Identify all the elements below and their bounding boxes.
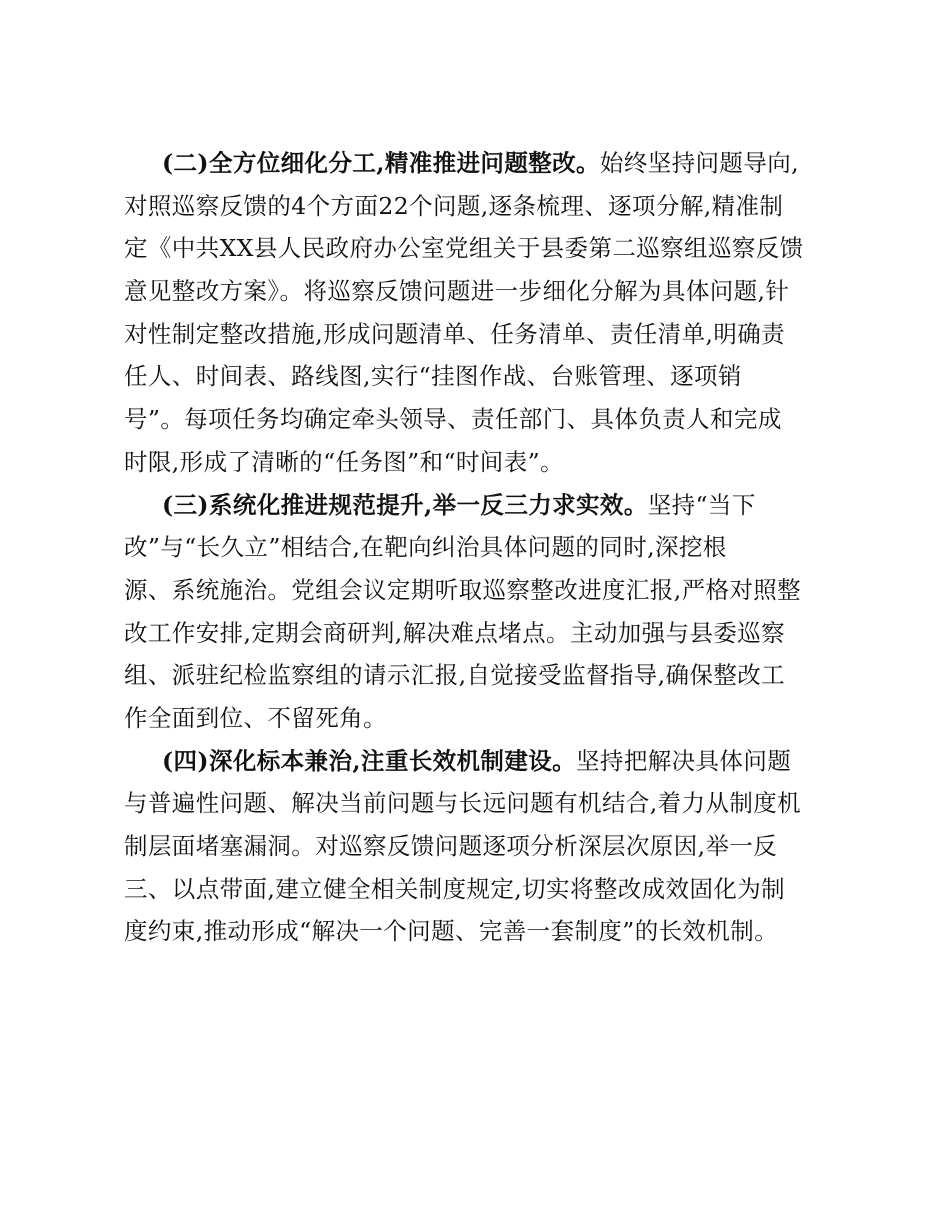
paragraph-line: 制层面堵塞漏洞。对巡察反馈问题逐项分析深层次原因,举一反 — [124, 832, 778, 860]
document-body — [124, 142, 834, 953]
paragraph-line: 时限,形成了清晰的“任务图”和“时间表”。 — [124, 447, 564, 476]
paragraph-line — [124, 740, 834, 783]
paragraph-line: 任人、时间表、路线图,实行“挂图作战、台账管理、逐项销 — [124, 362, 742, 391]
paragraph-line: 改工作安排,定期会商研判,解决难点堵点。主动加强与县委巡察 — [124, 618, 786, 647]
paragraph-line: 对性制定整改措施,形成问题清单、任务清单、责任清单,明确责 — [124, 319, 786, 348]
section-heading: (四)深化标本兼治,注重长效机制建设。 — [162, 746, 577, 775]
section-heading: (二)全方位细化分工,精准推进问题整改。 — [162, 149, 600, 177]
paragraph-line: 源、系统施治。党组会议定期听取巡察整改进度汇报,严格对照整 — [124, 575, 802, 604]
section-heading: (三)系统化推进规范提升,举一反三力求实效。 — [162, 490, 648, 519]
paragraph-line: 对照巡察反馈的4个方面22个问题,逐条梳理、逐项分解,精准制 — [124, 191, 784, 220]
paragraph-line: 定《中共XX县人民政府办公室党组关于县委第二巡察组巡察反馈 — [124, 234, 804, 263]
paragraph-line — [124, 484, 834, 527]
paragraph-line: 三、以点带面,建立健全相关制度规定,切实将整改成效固化为制 — [124, 874, 786, 903]
paragraph-line: 作全面到位、不留死角。 — [124, 703, 387, 732]
paragraph-section-2 — [124, 142, 834, 484]
paragraph-text: 坚持把解决具体问题 — [576, 746, 792, 775]
paragraph-line: 与普遍性问题、解决当前问题与长远问题有机结合,着力从制度机 — [124, 789, 802, 818]
paragraph-text: 始终坚持问题导向, — [599, 149, 799, 177]
paragraph-line: 意见整改方案》。将巡察反馈问题进一步细化分解为具体问题,针 — [124, 277, 790, 306]
paragraph-text: 坚持“当下 — [647, 490, 756, 519]
paragraph-section-4 — [124, 740, 834, 953]
paragraph-section-3 — [124, 484, 834, 740]
paragraph-line — [124, 142, 834, 185]
paragraph-line: 号”。每项任务均确定牵头领导、责任部门、具体负责人和完成 — [124, 405, 782, 434]
paragraph-line: 组、派驻纪检监察组的请示汇报,自觉接受监督指导,确保整改工 — [124, 661, 786, 690]
paragraph-line: 改”与“长久立”相结合,在靶向纠治具体问题的同时,深挖根 — [124, 533, 727, 562]
paragraph-line: 度约束,推动形成“解决一个问题、完善一套制度”的长效机制。 — [124, 917, 779, 946]
